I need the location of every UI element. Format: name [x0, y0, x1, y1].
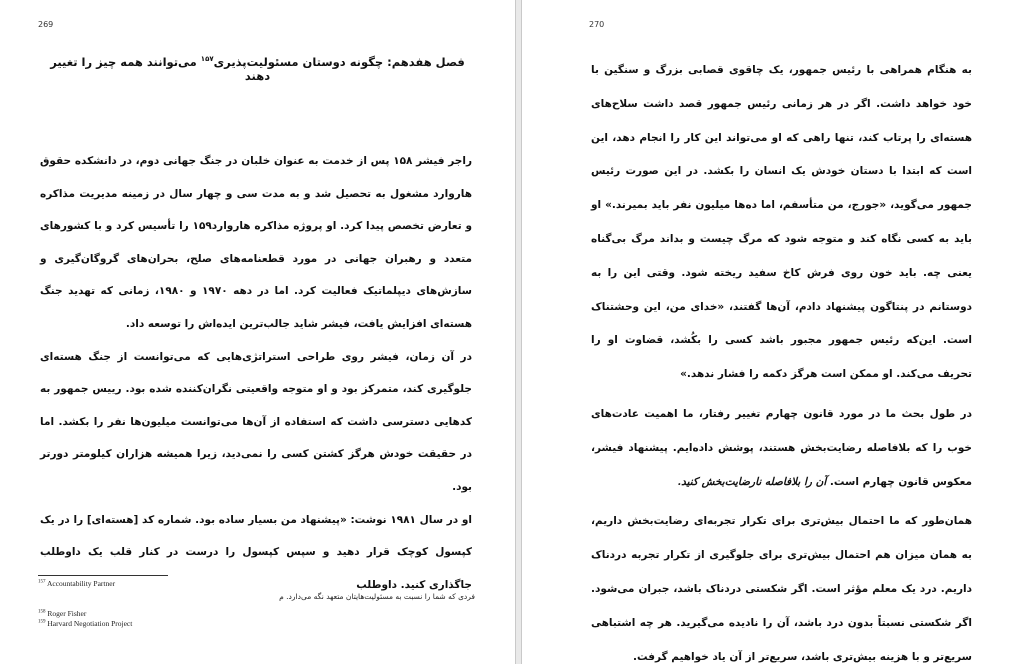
footnote-text: Harvard Negotiation Project [47, 619, 133, 628]
footnote [38, 579, 115, 588]
paragraph: در آن زمان، فیشر روی طراحی استراتژی‌هایی که می‌توانست از جنگ هسته‌ای جلوگیری کند، متمرکز بود و او متوجه واقعیتی نگران‌کننده شده بود. رییس جمهور به کدهایی دسترسی داشت که استفاده از آن‌ها می‌توانست میلیون‌ها نفر را بکشد. اما در حقیقت خودش هرگز کشتن کسی را نمی‌دید، زیرا همیشه هزاران کیلومتر دورتر بود. [40, 350, 472, 493]
paragraph-text: در طول بحث ما در مورد قانون چهارم تغییر رفتار، ما اهمیت عادت‌های خوب را که بلافاصله رضایت‌بخش هستند، پوشش داده‌ایم. پیشنهاد فیشر، معکوس قانون چهارم است. [591, 407, 972, 488]
footnote-text: Roger Fisher [47, 609, 87, 618]
right-page [522, 0, 1023, 664]
paragraph [591, 398, 972, 499]
paragraph-text: همان‌طور که ما احتمال بیش‌تری برای تکرار تجربه‌ای رضایت‌بخش داریم، به همان میزان هم احتمال بیش‌تری برای جلوگیری از تکرار تجربه دردناک داریم. درد یک معلم مؤثر است. اگر شکستی دردناک باشد، جبران می‌شود. اگر شکستی نسبتاً بدون درد باشد، آن را نادیده می‌گیرید. هر چه اشتباهی سریع‌تر و با هزینه بیش‌تری باشد، سریع‌تر از آن یاد خواهیم گرفت. [591, 515, 972, 663]
footnote-number: 157 [38, 579, 46, 585]
paragraph [591, 505, 972, 664]
emphasized-text: آن را بلافاصله نارضایت‌بخش کنید. [677, 475, 827, 488]
paragraph [591, 54, 972, 392]
paragraph-text: به هنگام همراهی با رئیس جمهور، یک چاقوی قصابی بزرگ و سنگین با خود خواهد داشت. اگر در هر زمانی رئیس جمهور قصد داشت سلاح‌های هسته‌ای را پرتاب کند، تنها راهی که او می‌تواند این کار را انجام دهد، این است که ابتدا با دستان خودش یک انسان را بکشد. در این صورت رئیس جمهور می‌گوید، «جورج، من متأسفم، اما ده‌ها میلیون نفر باید بمیرند.» او باید به کسی نگاه کند و متوجه شود که مرگ چیست و بداند مرگ بی‌گناه یعنی چه. باید خون روی فرش کاخ سفید ریخته شود. وقتی این را به دوستانم در پنتاگون پیشنهاد دادم، آن‌ها گفتند، «خدای من، این وحشتناک است. این‌که رئیس جمهور مجبور باشد کسی را بکُشد، قضاوت او را تحریف می‌کند. او ممکن است هرگز دکمه را فشار ندهد.» [591, 64, 972, 381]
chapter-title-text: فصل هفدهم: چگونه دوستان مسئولیت‌پذیری [213, 55, 465, 69]
footnote-translation: فردی که شما را نسبت به مسئولیت‌هایتان متعهد نگه می‌دارد. م [279, 592, 475, 601]
footnote-number: 158 [38, 609, 46, 615]
chapter-title [40, 55, 475, 83]
footnote [38, 609, 86, 618]
footnote-number: 159 [38, 619, 46, 625]
chapter-title-rest: می‌توانند همه چیز را تغییر دهند [50, 55, 271, 83]
paragraph: او در سال ۱۹۸۱ نوشت: «پیشنهاد من بسیار ساده بود. شماره کد [هسته‌ای] را در یک کپسول کوچک قرار دهید و سپس کپسول را درست در کنار قلب یک داوطلب جاگذاری کنید. داوطلب [40, 513, 472, 591]
paragraph: راجر فیشر ۱۵۸ پس از خدمت به عنوان خلبان در جنگ جهانی دوم، در دانشکده حقوق هاروارد مشغول به تحصیل شد و به مدت سی و چهار سال در زمینه مدیریت مذاکره و تعارض تخصص پیدا کرد. او پروژه مذاکره هاروارد۱۵۹ را تأسیس کرد و با کشورهای متعدد و رهبران جهانی در مورد قطعنامه‌های صلح، بحران‌های گروگان‌گیری و سازش‌های دیپلماتیک فعالیت کرد. اما در دهه ۱۹۷۰ و ۱۹۸۰، زمانی که تهدید جنگ هسته‌ای افزایش یافت، فیشر شاید جالب‌ترین ایده‌اش را توسعه داد. [40, 155, 473, 330]
footnote-divider [38, 575, 168, 576]
page-gutter [515, 0, 522, 664]
footnote [38, 619, 132, 628]
chapter-title-footnote-ref: ۱۵۷ [200, 55, 214, 64]
page-number: 270 [589, 20, 605, 29]
page-number: 269 [38, 20, 54, 29]
footnote-text: Accountability Partner [46, 579, 116, 588]
right-body-text [591, 54, 972, 664]
left-body-text [40, 145, 472, 601]
